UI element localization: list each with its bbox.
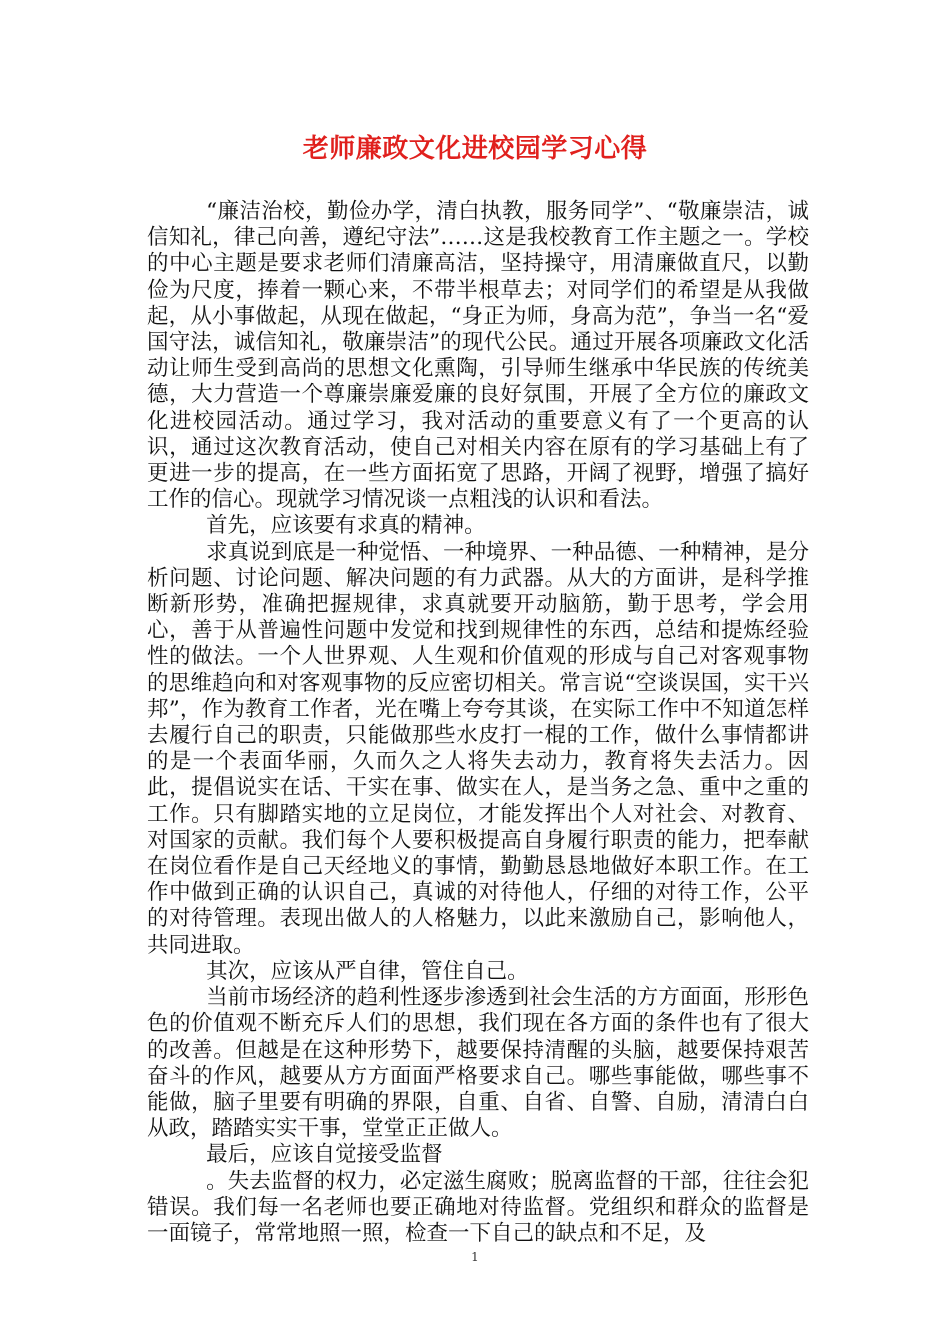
paragraph-seek-truth: 求真说到底是一种觉悟、一种境界、一种品德、一种精神，是分析问题、讨论问题、解决问题的有力武器。从大的方面讲，是科学推断新形势，准确把握规律，求真就要开动脑筋，勤于思考，学会用心，善于从普遍性问题中发觉和找到规律性的东西，总结和提炼经验性的做法。一个人世界观、人生观和价值观的形成与自己对客观事物的思维趋向和对客观事物的反应密切相关。常言说“空谈误国，实干兴邦”，作为教育工作者，光在嘴上夸夸其谈，在实际工作中不知道怎样去履行自己的职责，只能做那些水皮打一棍的工作，做什么事情都讲的是一个表面华丽，久而久之人将失去动力，教育将失去活力。因此，提倡说实在话、干实在事、做实在人，是当务之急、重中之重的工作。只有脚踏实地的立足岗位，才能发挥出个人对社会、对教育、对国家的贡献。我们每个人要积极提高自身履行职责的能力，把奉献在岗位看作是自己天经地义的事情，勤勤恳恳地做好本职工作。在工作中做到正确的认识自己，真诚的对待他人，仔细的对待工作，公平的对待管理。表现出做人的人格魅力，以此来激励自己，影响他人，共同进取。 bbox=[147, 539, 809, 958]
paragraph-intro: “廉洁治校，勤俭办学，清白执教，服务同学”、“敬廉崇洁，诚信知礼，律己向善，遵纪守法”……这是我校教育工作主题之一。学校的中心主题是要求老师们清廉高洁，坚持操守，用清廉做直尺，以勤俭为尺度，捧着一颗心来，不带半根草去；对同学们的希望是从我做起，从小事做起，从现在做起，“身正为师，身高为范”，争当一名“爱国守法，诚信知礼，敬廉崇洁”的现代公民。通过开展各项廉政文化活动让师生受到高尚的思想文化熏陶，引导师生继承中华民族的传统美德，大力营造一个尊廉崇廉爱廉的良好氛围，开展了全方位的廉政文化进校园活动。通过学习，我对活动的重要意义有了一个更高的认识，通过这次教育活动，使自己对相关内容在原有的学习基础上有了更进一步的提高，在一些方面拓宽了思路，开阔了视野，增强了搞好工作的信心。现就学习情况谈一点粗浅的认识和看法。 bbox=[147, 199, 809, 513]
document-title: 老师廉政文化进校园学习心得 bbox=[302, 134, 648, 164]
paragraph-heading-last: 最后，应该自觉接受监督 bbox=[206, 1142, 443, 1168]
paragraph-supervision: 。失去监督的权力，必定滋生腐败；脱离监督的干部，往往会犯错误。我们每一名老师也要正确地对待监督。党组织和群众的监督是一面镜子，常常地照一照，检查一下自己的缺点和不足，及 bbox=[147, 1168, 809, 1246]
paragraph-heading-first: 首先，应该要有求真的精神。 bbox=[206, 513, 486, 539]
paragraph-self-discipline: 当前市场经济的趋利性逐步渗透到社会生活的方方面面，形形色色的价值观不断充斥人们的思想，我们现在各方面的条件也有了很大的改善。但越是在这种形势下，越要保持清醒的头脑，越要保持艰苦奋斗的作风，越要从方方面面严格要求自己。哪些事能做，哪些事不能做，脑子里要有明确的界限，自重、自省、自警、自励，清清白白从政，踏踏实实干事，堂堂正正做人。 bbox=[147, 985, 809, 1142]
document-body bbox=[147, 199, 809, 1247]
page-number: 1 bbox=[471, 1250, 479, 1264]
paragraph-heading-second: 其次，应该从严自律，管住自己。 bbox=[206, 958, 529, 984]
